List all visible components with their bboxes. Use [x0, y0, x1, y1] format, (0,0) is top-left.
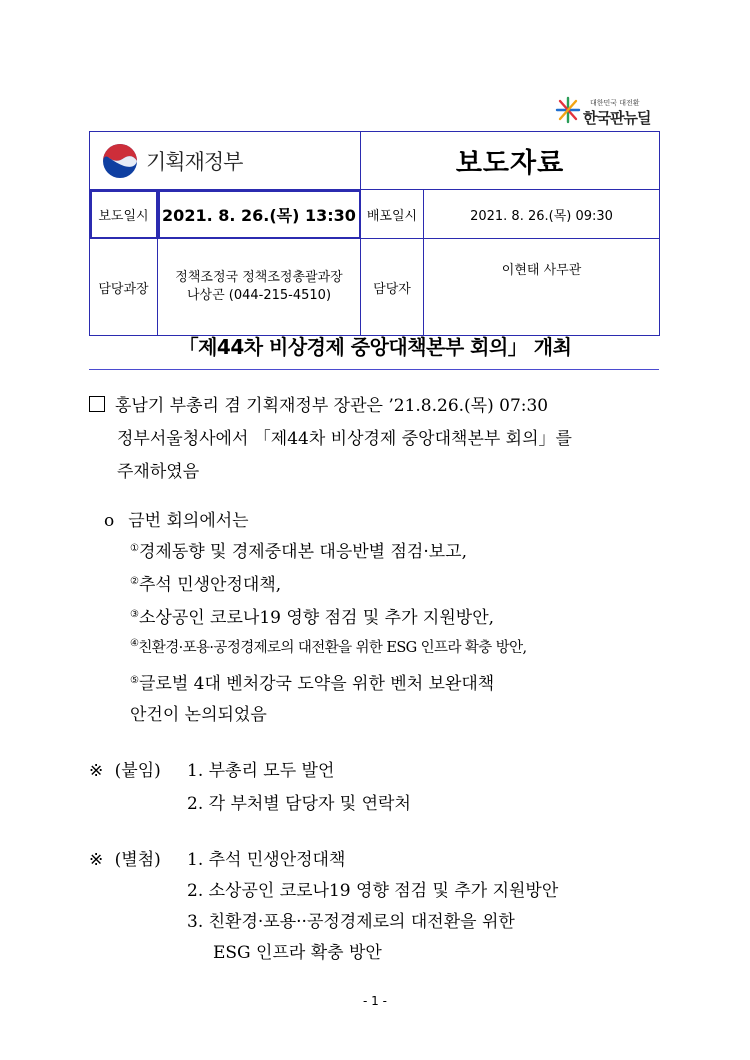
headline-divider: [89, 369, 659, 370]
release-label: 배포일시: [361, 190, 424, 239]
sub-close: 안건이 논의되었음: [130, 705, 267, 725]
press-header-table: [89, 131, 660, 336]
list-item: [130, 636, 527, 657]
item-number: ②: [130, 576, 139, 587]
item-text: 글로벌 4대 벤처강국 도약을 위한 벤처 보완대책: [138, 674, 495, 694]
officer-name: 이현태 사무관: [424, 239, 660, 336]
attachments-heading: [89, 756, 161, 781]
headline: 「제44차 비상경제 중앙대책본부 회의」 개최: [178, 335, 572, 359]
department-name: 정책조정국 정책조정총괄과장: [175, 270, 343, 285]
item-number: ③: [130, 609, 139, 620]
paragraph-line: [89, 391, 548, 416]
item-number: ⑤: [130, 675, 139, 686]
reference-mark: ※: [89, 761, 104, 781]
attachments-label: (붙임): [114, 761, 161, 781]
embargo-value: 2021. 8. 26.(목) 13:30: [158, 190, 361, 239]
department-head-label: 담당과장: [90, 239, 158, 336]
list-item: [130, 603, 494, 628]
item-text: 추석 민생안정대책,: [138, 575, 282, 595]
appendix-item: 2. 소상공인 코로나19 영향 점검 및 추가 지원방안: [187, 881, 559, 901]
korean-new-deal-logo: [555, 96, 665, 128]
new-deal-star-icon: [555, 96, 581, 124]
page-number: - 1 -: [363, 994, 387, 1008]
item-text: 소상공인 코로나19 영향 점검 및 추가 지원방안,: [138, 608, 495, 628]
appendix-item: 1. 추석 민생안정대책: [187, 850, 346, 870]
embargo-label: 보도일시: [90, 190, 158, 239]
government-emblem-icon: [102, 143, 138, 179]
department-head-info: [158, 239, 361, 336]
appendix-item: 3. 친환경·포용··공정경제로의 대전환을 위한: [187, 912, 515, 932]
appendix-item: ESG 인프라 확충 방안: [213, 943, 382, 963]
new-deal-tagline: 대한민국 대전환: [590, 99, 640, 107]
circle-bullet-icon: o: [104, 511, 115, 531]
appendix-label: (별첨): [114, 850, 161, 870]
list-item: [130, 537, 467, 562]
new-deal-title: 한국판뉴딜: [583, 109, 651, 127]
officer-label: 담당자: [361, 239, 424, 336]
paragraph-text: 홍남기 부총리 겸 기획재정부 장관은 ’21.8.26.(목) 07:30: [115, 396, 549, 416]
paragraph-line: 정부서울청사에서 「제44차 비상경제 중앙대책본부 회의」를: [117, 429, 572, 449]
item-text: 경제동향 및 경제중대본 대응반별 점검·보고,: [138, 542, 467, 562]
attachment-item: 1. 부총리 모두 발언: [187, 761, 335, 781]
attachment-item: 2. 각 부처별 담당자 및 연락처: [187, 794, 411, 814]
appendix-heading: [89, 845, 161, 870]
release-value: 2021. 8. 26.(목) 09:30: [424, 190, 660, 239]
document-type-title: 보도자료: [361, 132, 660, 190]
reference-mark: ※: [89, 850, 104, 870]
list-item: [130, 570, 281, 595]
list-item: [130, 669, 494, 694]
checkbox-bullet-icon: [89, 396, 105, 412]
ministry-name: 기획재정부: [146, 149, 243, 174]
item-number: ①: [130, 543, 139, 554]
sub-intro: [104, 506, 249, 531]
sub-intro-text: 금번 회의에서는: [128, 511, 249, 531]
department-contact: 나상곤 (044-215-4510): [186, 288, 332, 303]
item-text: 친환경·포용·공정경제로의 대전환을 위한 ESG 인프라 확충 방안,: [138, 640, 527, 656]
ministry-cell: [90, 132, 361, 190]
paragraph-line: 주재하였음: [117, 462, 200, 482]
item-number: ④: [130, 638, 139, 649]
